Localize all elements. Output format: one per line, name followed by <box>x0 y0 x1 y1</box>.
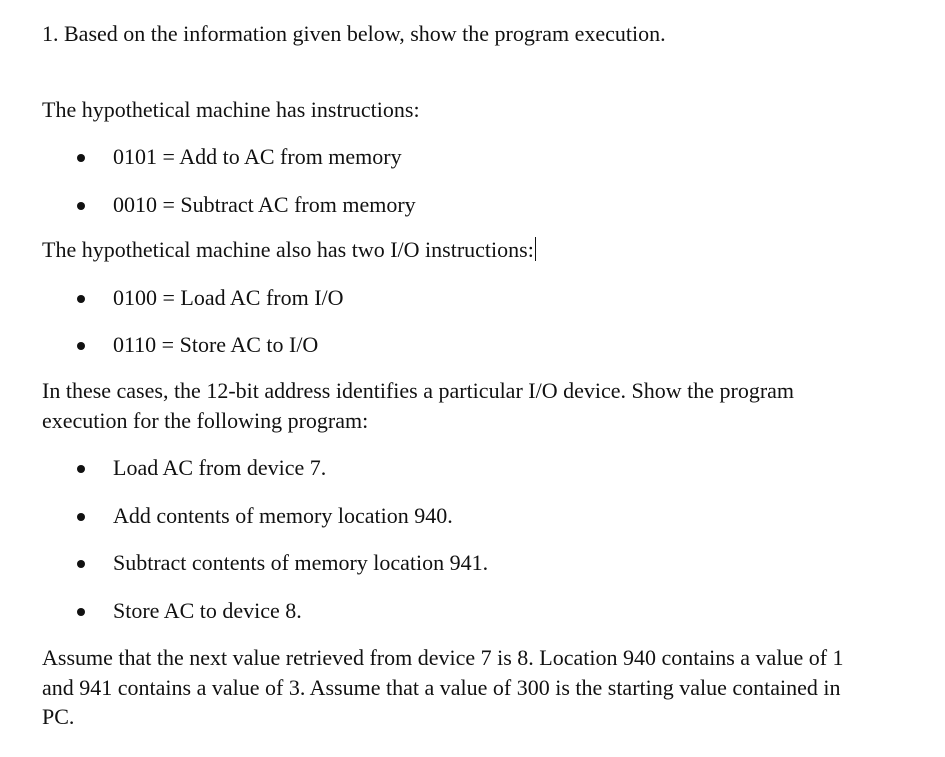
text-cursor <box>535 237 536 261</box>
question-prompt: Based on the information given below, show the program execution. <box>64 21 666 46</box>
assumption-line: PC. <box>42 704 75 729</box>
io-intro <box>42 235 536 265</box>
bullet-icon <box>77 560 85 568</box>
bullet-icon <box>77 513 85 521</box>
bullet-icon <box>77 608 85 616</box>
assumption-line: Assume that the next value retrieved from device 7 is 8. Location 940 contains a value of 1 <box>42 645 844 670</box>
io-instruction-text: 0100 = Load AC from I/O <box>113 285 344 310</box>
bullet-icon <box>77 154 85 162</box>
bullet-icon <box>77 465 85 473</box>
bullet-icon <box>77 342 85 350</box>
instructions-intro: The hypothetical machine has instructions: <box>42 97 420 122</box>
bullet-icon <box>77 295 85 303</box>
assumption-line: and 941 contains a value of 3. Assume that a value of 300 is the starting value contained in <box>42 675 841 700</box>
program-intro-line: In these cases, the 12-bit address identifies a particular I/O device. Show the program <box>42 378 795 403</box>
io-instruction-text: 0110 = Store AC to I/O <box>113 332 319 357</box>
program-intro-line: execution for the following program: <box>42 408 369 433</box>
program-step-text: Load AC from device 7. <box>113 455 327 480</box>
question-heading <box>42 19 666 49</box>
program-step-text: Subtract contents of memory location 941. <box>113 550 489 575</box>
io-intro-text: The hypothetical machine also has two I/O instructions: <box>42 237 534 262</box>
instruction-text: 0010 = Subtract AC from memory <box>113 192 416 217</box>
instruction-text: 0101 = Add to AC from memory <box>113 144 402 169</box>
bullet-icon <box>77 202 85 210</box>
program-step-text: Store AC to device 8. <box>113 598 302 623</box>
program-step-text: Add contents of memory location 940. <box>113 503 453 528</box>
question-number: 1. <box>42 21 59 46</box>
